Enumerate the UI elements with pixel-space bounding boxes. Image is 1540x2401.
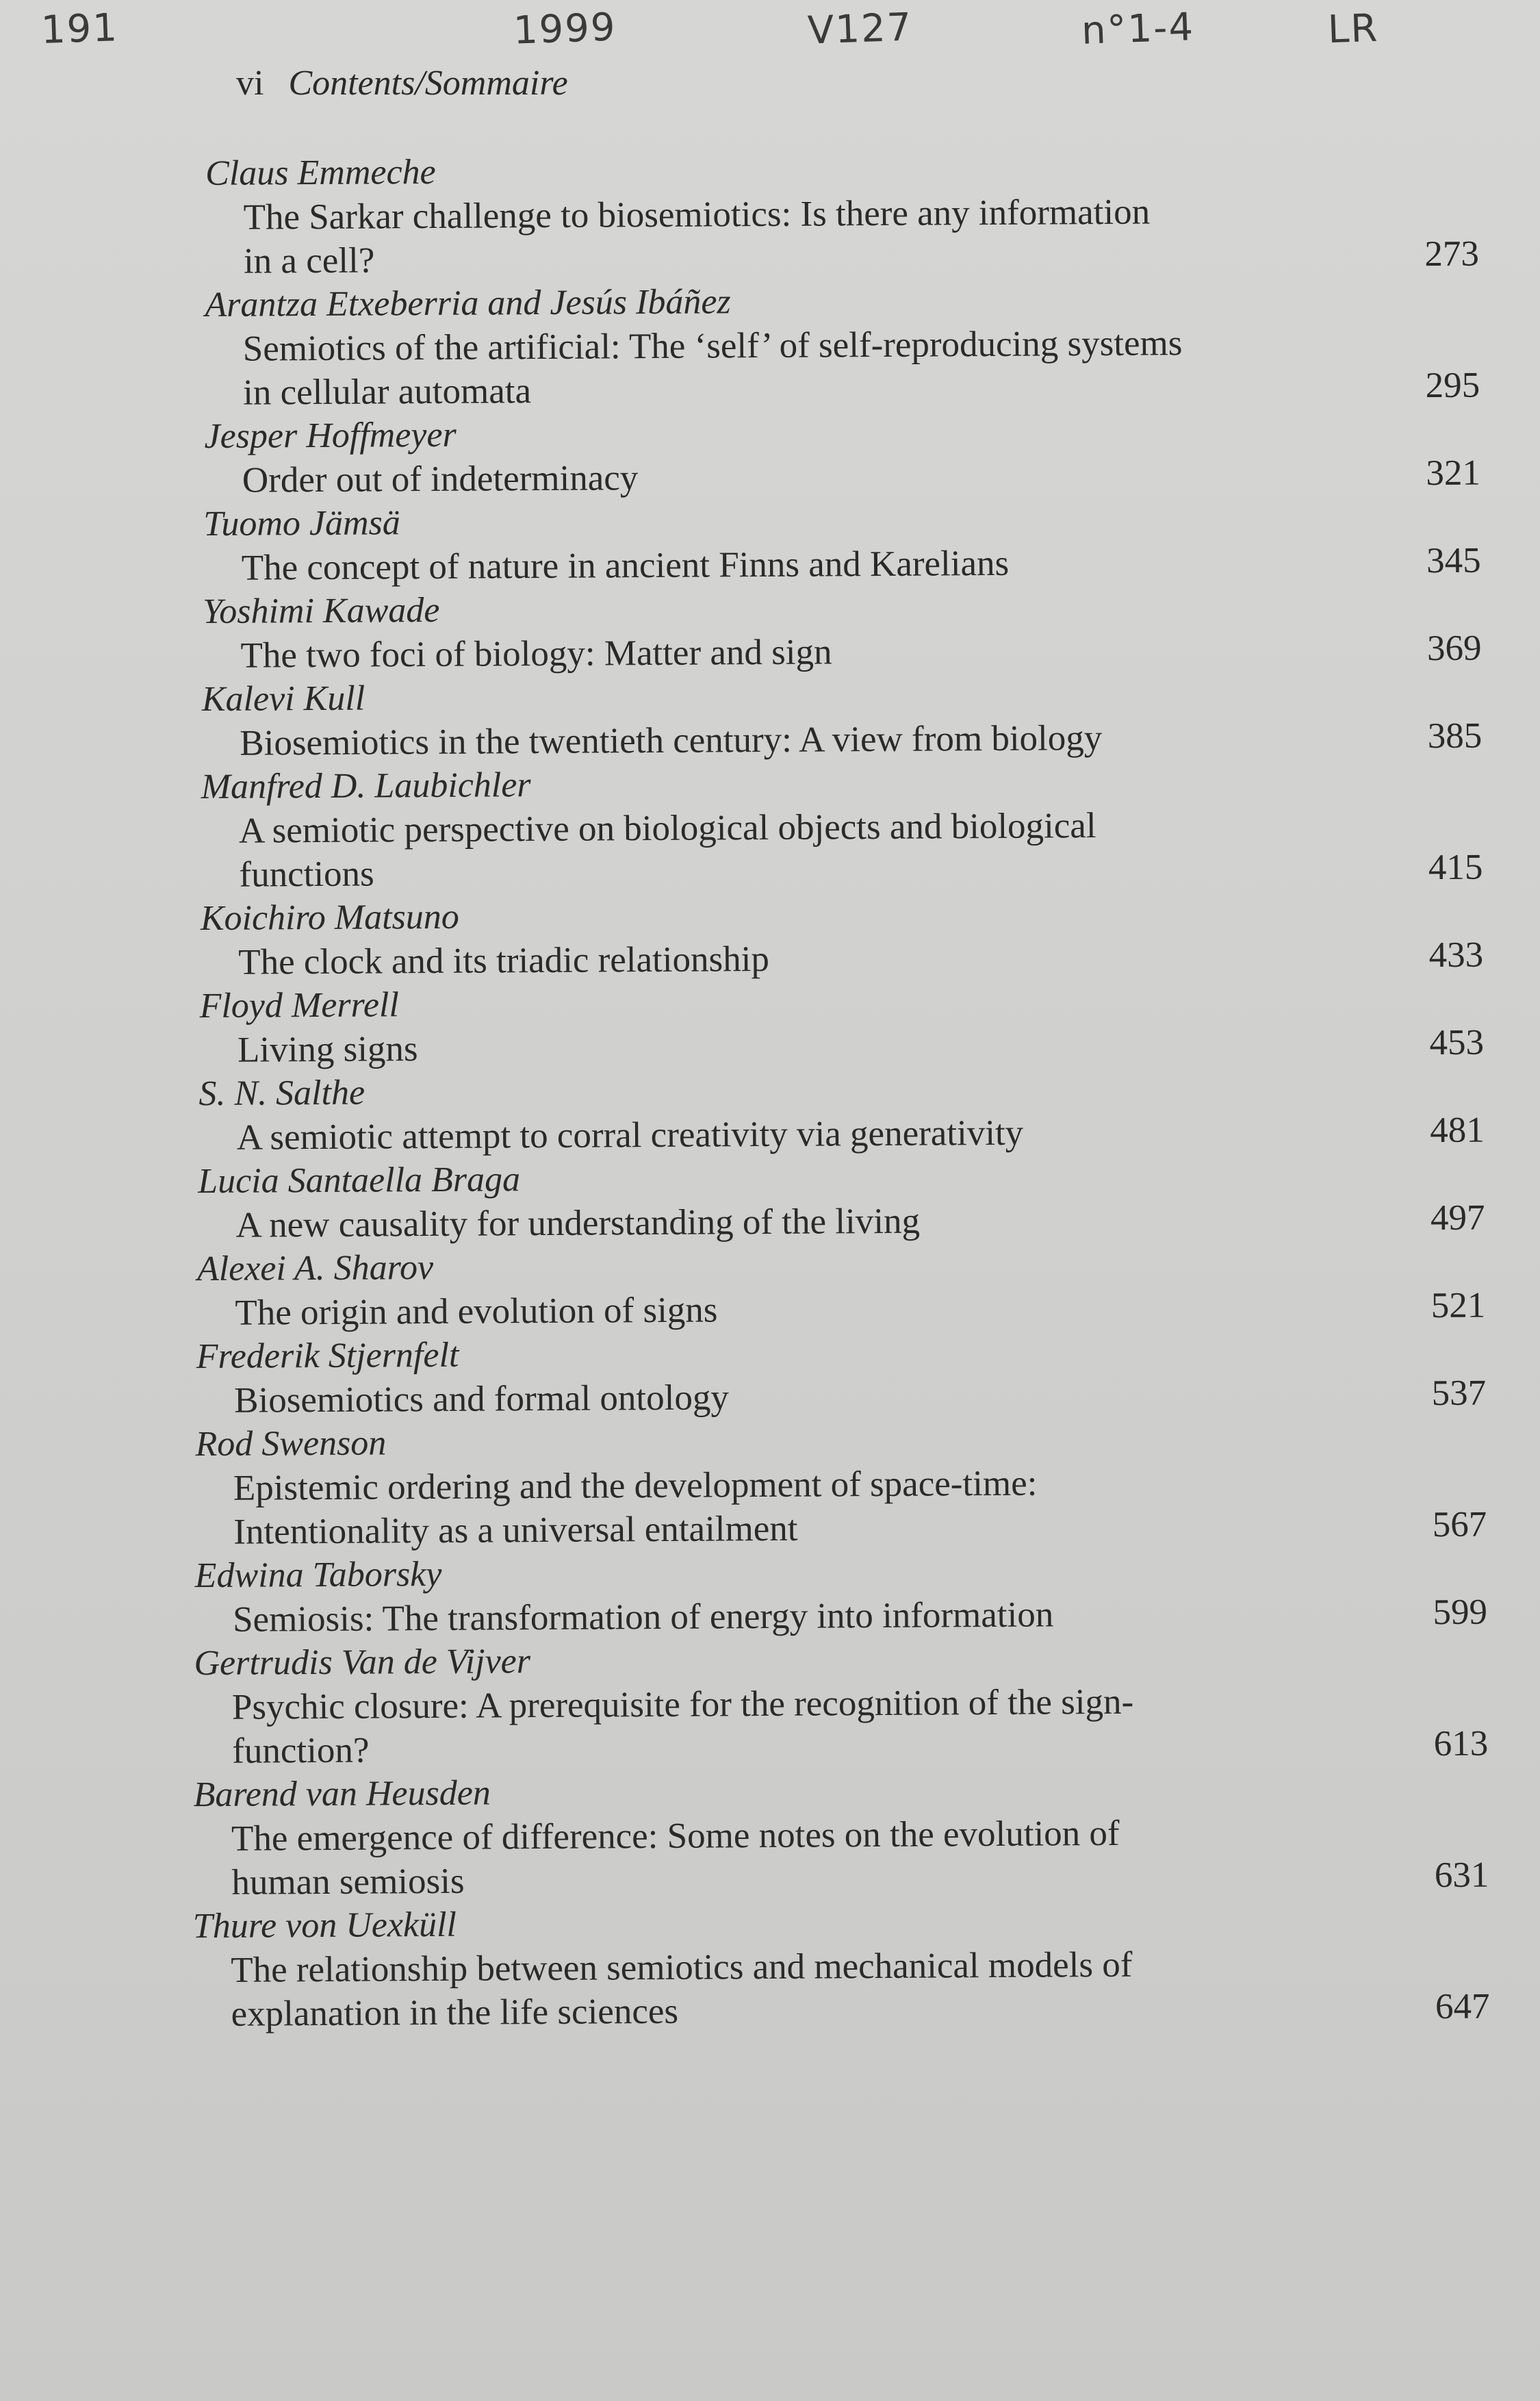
entry-title-line: Order out of indeterminacy (242, 458, 639, 500)
entry-page-number: 369 (1426, 628, 1482, 669)
toc-entry (198, 1152, 1485, 1247)
entry-article (201, 933, 1483, 984)
toc-entry (196, 1327, 1487, 1423)
entry-author: Alexei A. Sharov (196, 1247, 434, 1289)
entry-article (195, 1590, 1487, 1642)
handwritten-note-item: n°1-4 (1080, 5, 1196, 53)
entry-article (196, 1459, 1487, 1555)
entry-article (194, 1678, 1489, 1774)
entry-title-line: function? (232, 1730, 370, 1771)
entry-author: S. N. Salthe (198, 1073, 365, 1114)
entry-page-number: 321 (1426, 453, 1481, 494)
entry-title-line: Semiotics of the artificial: The ‘self’ of self-reproducing systems (242, 323, 1183, 369)
entry-author: Jesper Hoffmeyer (204, 415, 457, 457)
entry-author: Thure von Uexküll (192, 1905, 457, 1946)
entry-author: Arantza Etxeberria and Jesús Ibáñez (205, 282, 731, 325)
entry-author: Kalevi Kull (201, 678, 365, 720)
entry-title-line: functions (239, 854, 374, 895)
entry-page-number: 613 (1433, 1723, 1489, 1764)
entry-author: Gertrudis Van de Vijver (194, 1642, 531, 1684)
running-header (236, 63, 568, 103)
entry-title-line: The Sarkar challenge to biosemiotics: Is there any information (243, 192, 1151, 238)
entry-author: Tuomo Jämsä (203, 503, 400, 544)
handwritten-note-item: V127 (806, 5, 914, 53)
entry-title-line: The two foci of biology: Matter and sign (240, 632, 832, 676)
entry-article (202, 714, 1482, 765)
entry-page-number: 453 (1429, 1022, 1485, 1063)
entry-title-line: A semiotic perspective on biological objects and biological (238, 806, 1096, 851)
entry-title-line: in a cell? (243, 240, 375, 281)
entry-title-line: Semiosis: The transformation of energy into information (232, 1595, 1054, 1640)
entry-article (205, 188, 1479, 283)
entry-page-number: 415 (1428, 847, 1483, 888)
entry-page-number: 521 (1430, 1285, 1486, 1326)
handwritten-note-item: 1999 (512, 5, 617, 53)
toc-entry (195, 1415, 1487, 1555)
entry-page-number: 385 (1427, 715, 1483, 757)
entry-author: Frederik Stjernfelt (196, 1335, 459, 1377)
page-folio: vi (236, 64, 264, 103)
entry-article (204, 539, 1481, 590)
entry-author: Manfred D. Laubichler (201, 765, 531, 807)
toc-entry (202, 670, 1483, 765)
entry-page-number: 599 (1433, 1592, 1488, 1633)
entry-author: Barend van Heusden (193, 1773, 491, 1815)
entry-author: Claus Emmeche (205, 152, 436, 193)
entry-title-line: A new causality for understanding of the living (235, 1201, 921, 1245)
entry-article (200, 1021, 1484, 1072)
entry-title-line: The concept of nature in ancient Finns and Karelians (241, 543, 1010, 588)
entry-page-number: 647 (1435, 1986, 1490, 2027)
toc-entry (203, 583, 1482, 678)
running-title: Contents/Sommaire (288, 64, 568, 103)
entry-author: Yoshimi Kawade (202, 590, 440, 632)
entry-author: Edwina Taborsky (194, 1554, 442, 1596)
entry-title-line: in cellular automata (242, 371, 532, 413)
entry-article (194, 1809, 1489, 1905)
toc-entry (194, 1634, 1488, 1774)
entry-title-line: explanation in the life sciences (231, 1991, 679, 2034)
entry-title-line: Intentionality as a universal entailment (233, 1508, 798, 1552)
entry-author: Lucia Santaella Braga (198, 1160, 521, 1202)
entry-article (196, 1371, 1486, 1423)
toc-entry (201, 889, 1484, 984)
toc-entry (195, 1547, 1488, 1642)
toc-entry (193, 1897, 1490, 2037)
entry-article (203, 626, 1481, 678)
toc-entry (205, 276, 1480, 415)
entry-page-number: 631 (1434, 1855, 1489, 1896)
entry-author: Floyd Merrell (199, 985, 400, 1026)
entry-page-number: 567 (1432, 1504, 1487, 1545)
entry-page-number: 273 (1424, 233, 1480, 275)
entry-title-line: Psychic closure: A prerequisite for the recognition of the sign- (231, 1681, 1134, 1727)
handwritten-note (41, 7, 1513, 62)
entry-author: Koichiro Matsuno (200, 897, 459, 939)
toc-entry (201, 758, 1483, 897)
entry-title-line: Biosemiotics and formal ontology (233, 1377, 730, 1421)
entry-title-line: The relationship between semiotics and mechanical models of (231, 1944, 1133, 1990)
entry-article (198, 1196, 1485, 1247)
entry-author: Rod Swenson (195, 1423, 387, 1464)
toc-entry (193, 1766, 1489, 1905)
entry-title-line: Epistemic ordering and the development of space-time: (233, 1463, 1038, 1508)
toc-entry (197, 1240, 1486, 1335)
entry-title-line: The emergence of difference: Some notes on the evolution of (231, 1813, 1120, 1859)
entry-title-line: Biosemiotics in the twentieth century: A view from biology (240, 718, 1103, 763)
entry-title-line: The clock and its triadic relationship (238, 939, 770, 982)
toc-entry (204, 407, 1480, 503)
entry-title-line: The origin and evolution of signs (235, 1290, 718, 1333)
entry-article (205, 320, 1480, 415)
table-of-contents (192, 144, 1490, 2036)
entry-page-number: 345 (1426, 540, 1481, 581)
entry-page-number: 537 (1431, 1373, 1487, 1414)
toc-entry (205, 144, 1479, 283)
entry-page-number: 481 (1430, 1110, 1485, 1151)
entry-article (205, 451, 1480, 503)
entry-page-number: 497 (1430, 1197, 1485, 1238)
entry-title-line: A semiotic attempt to corral creativity via generativity (236, 1113, 1024, 1158)
entry-page-number: 295 (1425, 365, 1480, 406)
entry-page-number: 433 (1428, 935, 1484, 976)
handwritten-note-item: LR (1326, 5, 1380, 53)
entry-title-line: Living signs (237, 1029, 418, 1070)
entry-article (193, 1941, 1490, 2037)
handwritten-note-item: 191 (40, 5, 119, 53)
entry-title-line: human semiosis (231, 1861, 465, 1903)
toc-entry (198, 1065, 1485, 1160)
entry-article (201, 802, 1483, 897)
entry-article (199, 1108, 1485, 1160)
toc-entry (199, 977, 1484, 1072)
toc-entry (203, 495, 1481, 590)
entry-article (197, 1284, 1485, 1335)
